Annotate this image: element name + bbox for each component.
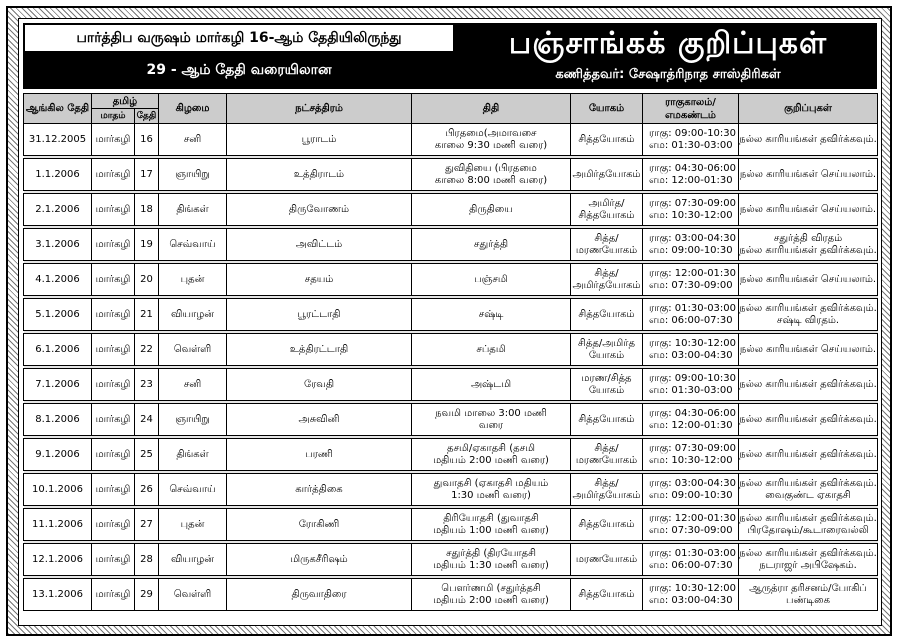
rahu-cell: ராகு: 03:00-04:30 எம: 09:00-10:30 bbox=[643, 474, 739, 506]
star-cell: பூரட்டாதி bbox=[227, 299, 412, 331]
yogam-cell: சித்தயோகம் bbox=[571, 509, 643, 541]
notes-cell: நல்ல காரியங்கள் செய்யலாம். bbox=[739, 194, 878, 226]
day-cell: வியாழன் bbox=[159, 544, 227, 576]
tamil-month-cell: மார்கழி bbox=[92, 544, 135, 576]
rahu-cell: ராகு: 09:00-10:30 எம: 01:30-03:00 bbox=[643, 369, 739, 401]
notes-cell: ஆருத்ரா தரிசனம்/போகிப் பண்டிகை bbox=[739, 579, 878, 611]
tamil-date-cell: 23 bbox=[135, 369, 159, 401]
tamil-date-cell: 16 bbox=[135, 124, 159, 156]
header-author: கணித்தவர்: சேஷாத்ரிநாத சாஸ்திரிகள் bbox=[555, 67, 781, 82]
yogam-cell: சித்தயோகம் bbox=[571, 579, 643, 611]
english-date-cell: 5.1.2006 bbox=[24, 299, 92, 331]
star-cell: பூராடம் bbox=[227, 124, 412, 156]
tamil-month-cell: மார்கழி bbox=[92, 474, 135, 506]
yogam-cell: சித்த/ அமிர்தயோகம் bbox=[571, 264, 643, 296]
notes-cell: நல்ல காரியங்கள் தவிர்க்கவும். bbox=[739, 439, 878, 471]
table-row bbox=[24, 579, 878, 611]
header bbox=[23, 23, 877, 89]
table-row bbox=[24, 194, 878, 226]
table-body bbox=[24, 124, 878, 611]
tithi-cell: நவமி மாலை 3:00 மணி வரை bbox=[412, 404, 571, 436]
english-date-cell: 1.1.2006 bbox=[24, 159, 92, 191]
star-cell: உத்திராடம் bbox=[227, 159, 412, 191]
notes-cell: நல்ல காரியங்கள் செய்யலாம். bbox=[739, 159, 878, 191]
tamil-date-cell: 28 bbox=[135, 544, 159, 576]
english-date-cell: 3.1.2006 bbox=[24, 229, 92, 261]
table-row bbox=[24, 474, 878, 506]
tamil-month-cell: மார்கழி bbox=[92, 229, 135, 261]
tamil-month-cell: மார்கழி bbox=[92, 579, 135, 611]
yogam-cell: சித்த/ மரணயோகம் bbox=[571, 229, 643, 261]
day-cell: ஞாயிறு bbox=[159, 404, 227, 436]
tithi-cell: பஞ்சமி bbox=[412, 264, 571, 296]
tamil-date-cell: 22 bbox=[135, 334, 159, 366]
tamil-date-cell: 20 bbox=[135, 264, 159, 296]
tamil-month-cell: மார்கழி bbox=[92, 334, 135, 366]
rahu-cell: ராகு: 10:30-12:00 எம: 03:00-04:30 bbox=[643, 579, 739, 611]
english-date-cell: 7.1.2006 bbox=[24, 369, 92, 401]
english-date-cell: 10.1.2006 bbox=[24, 474, 92, 506]
star-cell: உத்திரட்டாதி bbox=[227, 334, 412, 366]
yogam-cell: அமிர்த/ சித்தயோகம் bbox=[571, 194, 643, 226]
col-header-rahu: ராகுகாலம்/ எமகண்டம் bbox=[643, 94, 739, 124]
rahu-cell: ராகு: 04:30-06:00 எம: 12:00-01:30 bbox=[643, 159, 739, 191]
table-row bbox=[24, 264, 878, 296]
tamil-month-cell: மார்கழி bbox=[92, 194, 135, 226]
day-cell: சனி bbox=[159, 124, 227, 156]
rahu-cell: ராகு: 03:00-04:30 எம: 09:00-10:30 bbox=[643, 229, 739, 261]
table-row bbox=[24, 509, 878, 541]
tamil-date-cell: 26 bbox=[135, 474, 159, 506]
english-date-cell: 4.1.2006 bbox=[24, 264, 92, 296]
table-row bbox=[24, 334, 878, 366]
tamil-month-cell: மார்கழி bbox=[92, 124, 135, 156]
tamil-date-cell: 27 bbox=[135, 509, 159, 541]
col-header-tamil-date: தேதி bbox=[135, 109, 159, 124]
tithi-cell: சதுர்த்தி bbox=[412, 229, 571, 261]
header-period-line2: 29 - ஆம் தேதி வரையிலான bbox=[146, 62, 332, 78]
table-row bbox=[24, 159, 878, 191]
day-cell: வெள்ளி bbox=[159, 579, 227, 611]
yogam-cell: சித்த/அமிர்த யோகம் bbox=[571, 334, 643, 366]
tithi-cell: துவிதியை (பிரதமை காலை 8:00 மணி வரை) bbox=[412, 159, 571, 191]
rahu-cell: ராகு: 01:30-03:00 எம: 06:00-07:30 bbox=[643, 544, 739, 576]
tithi-cell: திருதியை bbox=[412, 194, 571, 226]
star-cell: பரணி bbox=[227, 439, 412, 471]
table-row bbox=[24, 439, 878, 471]
tamil-date-cell: 18 bbox=[135, 194, 159, 226]
notes-cell: நல்ல காரியங்கள் தவிர்க்கவும். சஷ்டி விரதம். bbox=[739, 299, 878, 331]
english-date-cell: 11.1.2006 bbox=[24, 509, 92, 541]
col-header-month: மாதம் bbox=[92, 109, 135, 124]
tithi-cell: பௌர்ணமி (சதுர்த்தசி மதியம் 2:00 மணி வரை) bbox=[412, 579, 571, 611]
panchangam-table bbox=[23, 93, 878, 611]
yogam-cell: மரண/சித்த யோகம் bbox=[571, 369, 643, 401]
rahu-cell: ராகு: 07:30-09:00 எம: 10:30-12:00 bbox=[643, 439, 739, 471]
header-period-line1: பார்த்திப வருஷம் மார்கழி 16-ஆம் தேதியிலிருந்து bbox=[25, 25, 453, 51]
star-cell: அசுவினி bbox=[227, 404, 412, 436]
english-date-cell: 31.12.2005 bbox=[24, 124, 92, 156]
rahu-cell: ராகு: 01:30-03:00 எம: 06:00-07:30 bbox=[643, 299, 739, 331]
col-header-tithi: திதி bbox=[412, 94, 571, 124]
tithi-cell: சதுர்த்தி (திரயோதசி மதியம் 1:30 மணி வரை) bbox=[412, 544, 571, 576]
rahu-cell: ராகு: 12:00-01:30 எம: 07:30-09:00 bbox=[643, 509, 739, 541]
day-cell: புதன் bbox=[159, 264, 227, 296]
rahu-cell: ராகு: 04:30-06:00 எம: 12:00-01:30 bbox=[643, 404, 739, 436]
day-cell: வெள்ளி bbox=[159, 334, 227, 366]
notes-cell: நல்ல காரியங்கள் தவிர்க்கவும். bbox=[739, 124, 878, 156]
yogam-cell: மரணயோகம் bbox=[571, 544, 643, 576]
yogam-cell: சித்த/ அமிர்தயோகம் bbox=[571, 474, 643, 506]
yogam-cell: சித்த/ மரணயோகம் bbox=[571, 439, 643, 471]
col-header-star: நட்சத்திரம் bbox=[227, 94, 412, 124]
notes-cell: நல்ல காரியங்கள் தவிர்க்கவும். வைகுண்ட ஏகாதசி bbox=[739, 474, 878, 506]
tamil-date-cell: 17 bbox=[135, 159, 159, 191]
english-date-cell: 12.1.2006 bbox=[24, 544, 92, 576]
tamil-month-cell: மார்கழி bbox=[92, 509, 135, 541]
english-date-cell: 9.1.2006 bbox=[24, 439, 92, 471]
star-cell: கார்த்திகை bbox=[227, 474, 412, 506]
tithi-cell: சஷ்டி bbox=[412, 299, 571, 331]
tamil-date-cell: 21 bbox=[135, 299, 159, 331]
star-cell: அவிட்டம் bbox=[227, 229, 412, 261]
english-date-cell: 8.1.2006 bbox=[24, 404, 92, 436]
rahu-cell: ராகு: 09:00-10:30 எம: 01:30-03:00 bbox=[643, 124, 739, 156]
table-row bbox=[24, 299, 878, 331]
star-cell: மிருகசீரிஷம் bbox=[227, 544, 412, 576]
tithi-cell: பிரதமை(அமாவசை காலை 9:30 மணி வரை) bbox=[412, 124, 571, 156]
yogam-cell: சித்தயோகம் bbox=[571, 404, 643, 436]
notes-cell: நல்ல காரியங்கள் தவிர்க்கவும். bbox=[739, 404, 878, 436]
notes-cell: நல்ல காரியங்கள் தவிர்க்கவும். நடராஜர் அபிஷேகம். bbox=[739, 544, 878, 576]
star-cell: ரேவதி bbox=[227, 369, 412, 401]
notes-cell: நல்ல காரியங்கள் தவிர்க்கவும். பிரதோஷம்/கூடாரைவல்லி bbox=[739, 509, 878, 541]
tamil-month-cell: மார்கழி bbox=[92, 369, 135, 401]
page-title: பஞ்சாங்கக் குறிப்புகள் bbox=[508, 26, 828, 61]
yogam-cell: சித்தயோகம் bbox=[571, 124, 643, 156]
notes-cell: நல்ல காரியங்கள் செய்யலாம். bbox=[739, 264, 878, 296]
yogam-cell: சித்தயோகம் bbox=[571, 299, 643, 331]
table-row bbox=[24, 404, 878, 436]
rahu-cell: ராகு: 10:30-12:00 எம: 03:00-04:30 bbox=[643, 334, 739, 366]
tamil-month-cell: மார்கழி bbox=[92, 439, 135, 471]
notes-cell: சதுர்த்தி விரதம் நல்ல காரியங்கள் தவிர்க்கவும். bbox=[739, 229, 878, 261]
day-cell: புதன் bbox=[159, 509, 227, 541]
star-cell: சதயம் bbox=[227, 264, 412, 296]
tamil-date-cell: 24 bbox=[135, 404, 159, 436]
col-header-tamil: தமிழ் bbox=[92, 94, 159, 109]
day-cell: ஞாயிறு bbox=[159, 159, 227, 191]
yogam-cell: அமிர்தயோகம் bbox=[571, 159, 643, 191]
tamil-month-cell: மார்கழி bbox=[92, 264, 135, 296]
tithi-cell: சப்தமி bbox=[412, 334, 571, 366]
tamil-month-cell: மார்கழி bbox=[92, 404, 135, 436]
col-header-notes: குறிப்புகள் bbox=[739, 94, 878, 124]
day-cell: திங்கள் bbox=[159, 439, 227, 471]
tithi-cell: அஷ்டமி bbox=[412, 369, 571, 401]
tamil-date-cell: 29 bbox=[135, 579, 159, 611]
col-header-english-date: ஆங்கில தேதி bbox=[24, 94, 92, 124]
notes-cell: நல்ல காரியங்கள் செய்யலாம். bbox=[739, 334, 878, 366]
english-date-cell: 6.1.2006 bbox=[24, 334, 92, 366]
day-cell: சனி bbox=[159, 369, 227, 401]
table-row bbox=[24, 544, 878, 576]
table-row bbox=[24, 229, 878, 261]
star-cell: ரோகிணி bbox=[227, 509, 412, 541]
day-cell: திங்கள் bbox=[159, 194, 227, 226]
tamil-date-cell: 19 bbox=[135, 229, 159, 261]
table-row bbox=[24, 124, 878, 156]
day-cell: செவ்வாய் bbox=[159, 474, 227, 506]
tithi-cell: துவாதசி (ஏகாதசி மதியம் 1:30 மணி வரை) bbox=[412, 474, 571, 506]
day-cell: செவ்வாய் bbox=[159, 229, 227, 261]
rahu-cell: ராகு: 07:30-09:00 எம: 10:30-12:00 bbox=[643, 194, 739, 226]
english-date-cell: 13.1.2006 bbox=[24, 579, 92, 611]
tamil-month-cell: மார்கழி bbox=[92, 299, 135, 331]
tamil-month-cell: மார்கழி bbox=[92, 159, 135, 191]
tithi-cell: திரியோதசி (துவாதசி மதியம் 1:00 மணி வரை) bbox=[412, 509, 571, 541]
tithi-cell: தசமி/ஏகாதசி (தசமி மதியம் 2:00 மணி வரை) bbox=[412, 439, 571, 471]
col-header-yogam: யோகம் bbox=[571, 94, 643, 124]
tamil-date-cell: 25 bbox=[135, 439, 159, 471]
day-cell: வியாழன் bbox=[159, 299, 227, 331]
rahu-cell: ராகு: 12:00-01:30 எம: 07:30-09:00 bbox=[643, 264, 739, 296]
col-header-day: கிழமை bbox=[159, 94, 227, 124]
english-date-cell: 2.1.2006 bbox=[24, 194, 92, 226]
table-row bbox=[24, 369, 878, 401]
star-cell: திருவாதிரை bbox=[227, 579, 412, 611]
notes-cell: நல்ல காரியங்கள் தவிர்க்கவும். bbox=[739, 369, 878, 401]
star-cell: திருவோணம் bbox=[227, 194, 412, 226]
